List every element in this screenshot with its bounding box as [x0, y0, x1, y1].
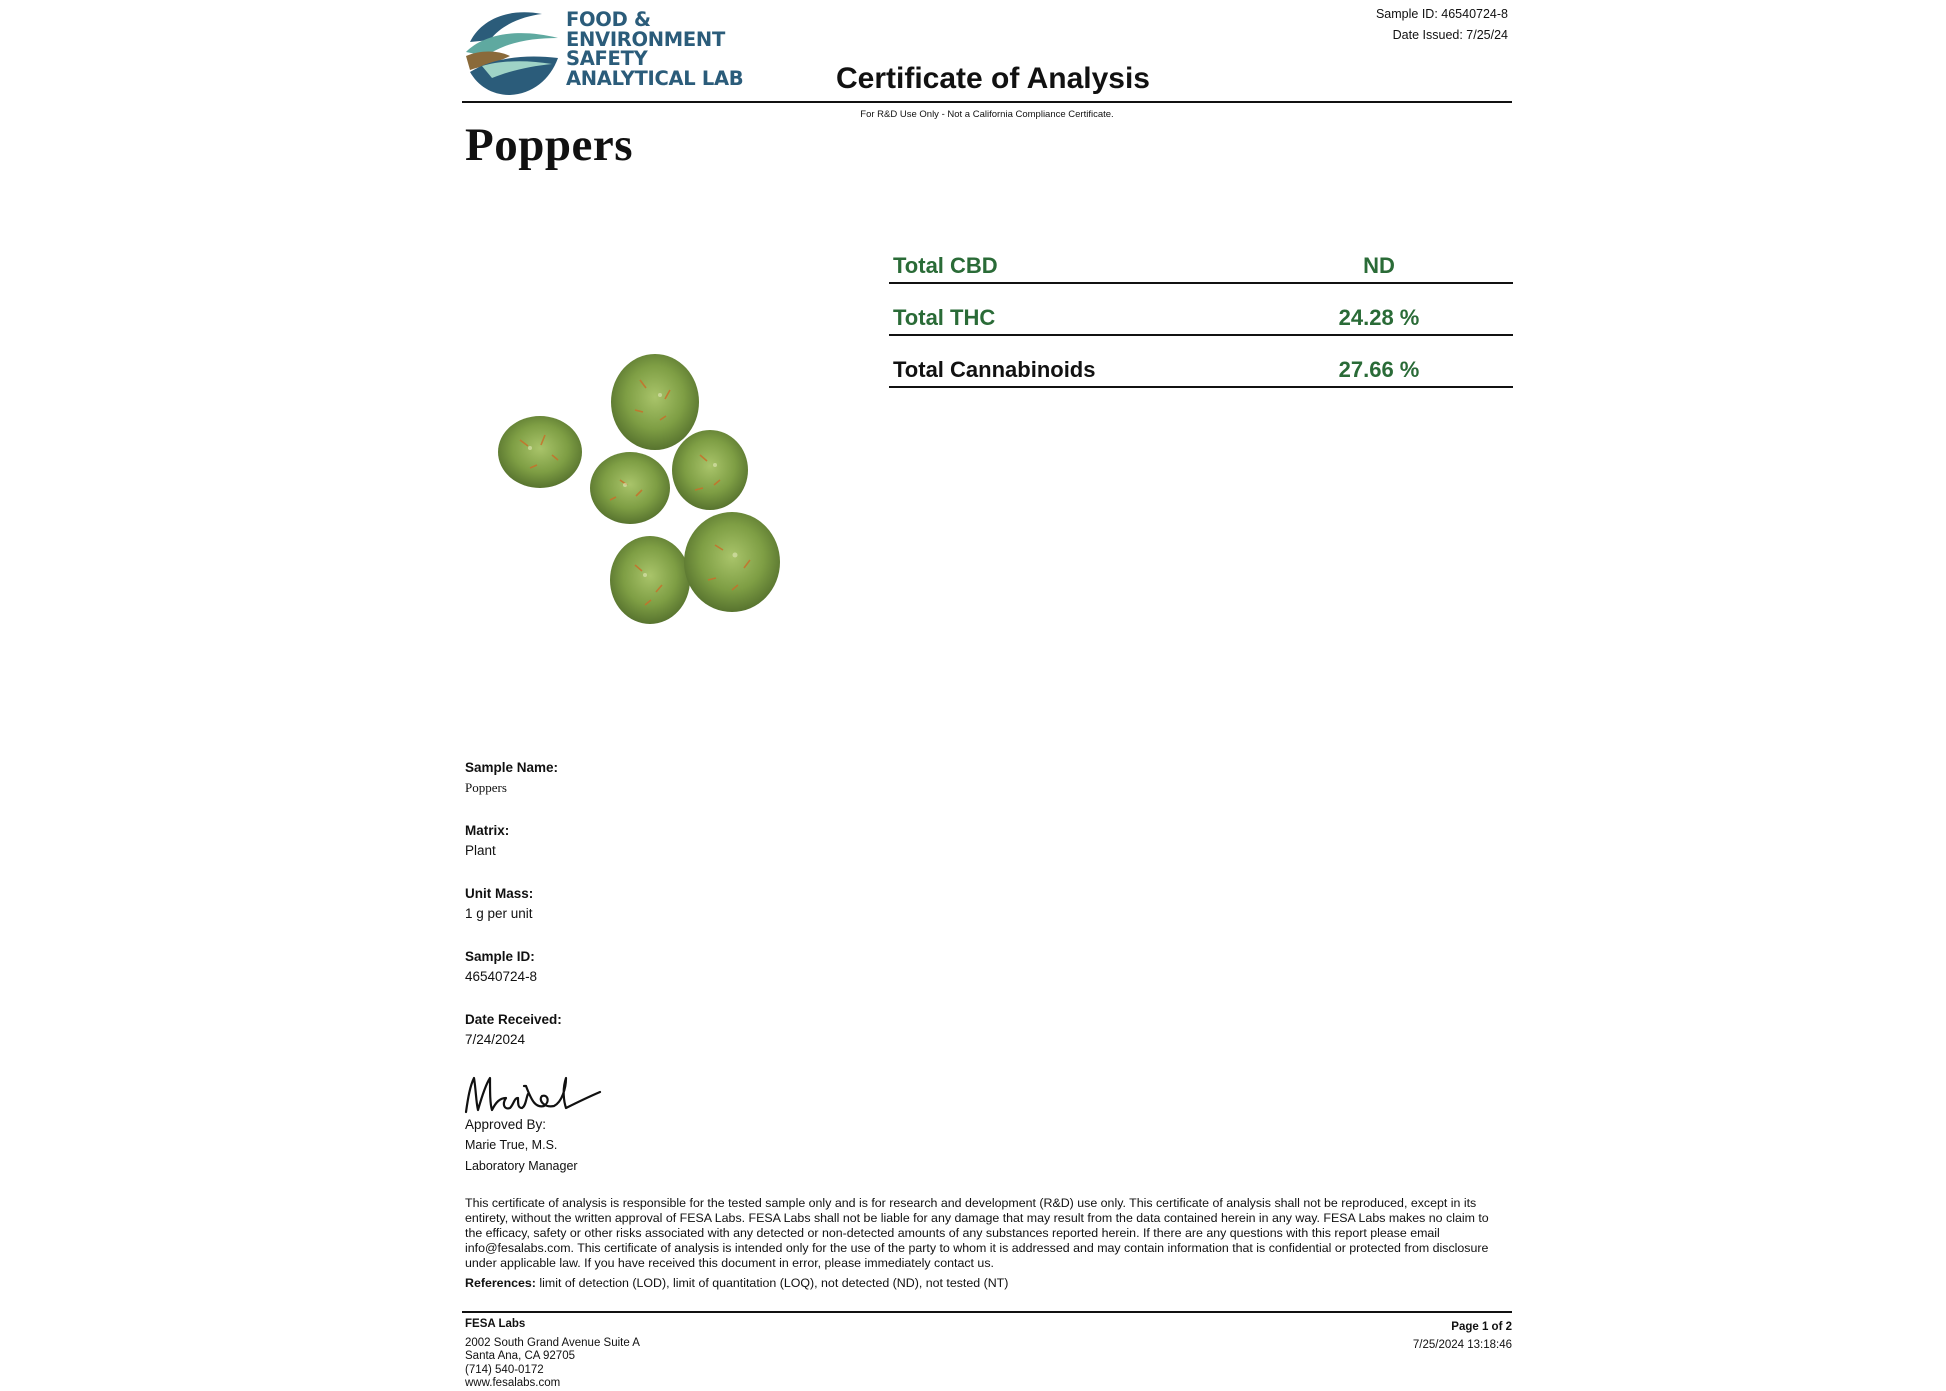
result-value: ND: [1363, 253, 1395, 278]
compliance-notice: For R&D Use Only - Not a California Compliance Certificate.: [860, 109, 1114, 120]
detail-matrix: [465, 822, 865, 885]
result-label: Total THC: [893, 305, 996, 330]
detail-value: 1 g per unit: [465, 906, 533, 921]
detail-label: Sample ID:: [465, 949, 535, 964]
approval-block: [465, 1114, 578, 1177]
header-date-issued: Date Issued: 7/25/24: [1392, 28, 1508, 42]
lab-logo-wordmark: FOOD & ENVIRONMENT SAFETY ANALYTICAL LAB: [566, 8, 744, 90]
approver-role: Laboratory Manager: [465, 1159, 578, 1173]
cannabis-buds-image: [470, 340, 810, 700]
sample-heading: Poppers: [465, 119, 633, 171]
approved-by-label: Approved By:: [465, 1117, 547, 1132]
sample-photo: [470, 340, 810, 700]
document-title: Certificate of Analysis: [836, 62, 1150, 95]
results-summary: [889, 232, 1513, 388]
detail-value: Poppers: [465, 780, 507, 795]
detail-value: 46540724-8: [465, 969, 538, 984]
result-row-thc: [889, 284, 1513, 336]
signature: [462, 1068, 602, 1118]
result-row-cbd: [889, 232, 1513, 284]
header-meta: [1376, 4, 1508, 46]
header-divider: [462, 101, 1512, 103]
footer-company: FESA Labs: [465, 1318, 526, 1330]
detail-date-received: [465, 1011, 865, 1074]
result-value: 24.28 %: [1338, 305, 1420, 330]
detail-label: Date Received:: [465, 1012, 562, 1027]
result-label: Total CBD: [893, 253, 998, 278]
detail-label: Sample Name:: [465, 760, 559, 775]
footer-address: [465, 1318, 640, 1391]
detail-value: 7/24/2024: [465, 1032, 526, 1047]
detail-sample-name: [465, 759, 865, 822]
detail-label: Matrix:: [465, 823, 510, 838]
detail-unit-mass: [465, 885, 865, 948]
footer-address-line2: Santa Ana, CA 92705: [465, 1350, 575, 1362]
sample-details: [465, 759, 865, 1074]
result-value: 27.66 %: [1338, 357, 1420, 382]
references-label: References:: [465, 1276, 536, 1290]
header-sample-id: Sample ID: 46540724-8: [1375, 7, 1508, 21]
footer-address-line1: 2002 South Grand Avenue Suite A: [465, 1336, 640, 1349]
result-row-total-cannabinoids: [889, 336, 1513, 388]
footer-website[interactable]: www.fesalabs.com: [465, 1377, 561, 1389]
result-label: Total Cannabinoids: [893, 357, 1096, 382]
references-text: limit of detection (LOD), limit of quantitation (LOQ), not detected (ND), not tested (NT): [535, 1276, 1009, 1290]
disclaimer-text: This certificate of analysis is responsible for the tested sample only and is for research and development (R&D) use only. This certificate of analysis shall not be reproduced, except in its entirety, without the written approval of FESA Labs. FESA Labs shall not be liable for any damage that may result from the data contained herein in any way. FESA Labs makes no claim to the efficacy, safety or other risks associated with any detected or non-detected amounts of any substances reported herein. If there are any questions with this report please email info@fesalabs.com. This certificate of analysis is intended only for the use of the party to whom it is addressed and may contain information that is confidential or protected from disclosure under applicable law. If you have received this document in error, please immediately contact us.: [465, 1196, 1489, 1270]
approver-name: Marie True, M.S.: [465, 1138, 558, 1152]
generated-timestamp: 7/25/2024 13:18:46: [1412, 1339, 1512, 1351]
detail-sample-id: [465, 948, 865, 1011]
signature-image: [462, 1068, 602, 1118]
detail-value: Plant: [465, 843, 496, 858]
references: [465, 1276, 1505, 1290]
footer-page-info: [1413, 1318, 1512, 1354]
page-number: Page 1 of 2: [1451, 1321, 1512, 1333]
footer-phone: (714) 540-0172: [465, 1363, 544, 1376]
footer-divider: [462, 1311, 1512, 1313]
lab-logo-icon: [462, 0, 562, 100]
detail-label: Unit Mass:: [465, 886, 534, 901]
